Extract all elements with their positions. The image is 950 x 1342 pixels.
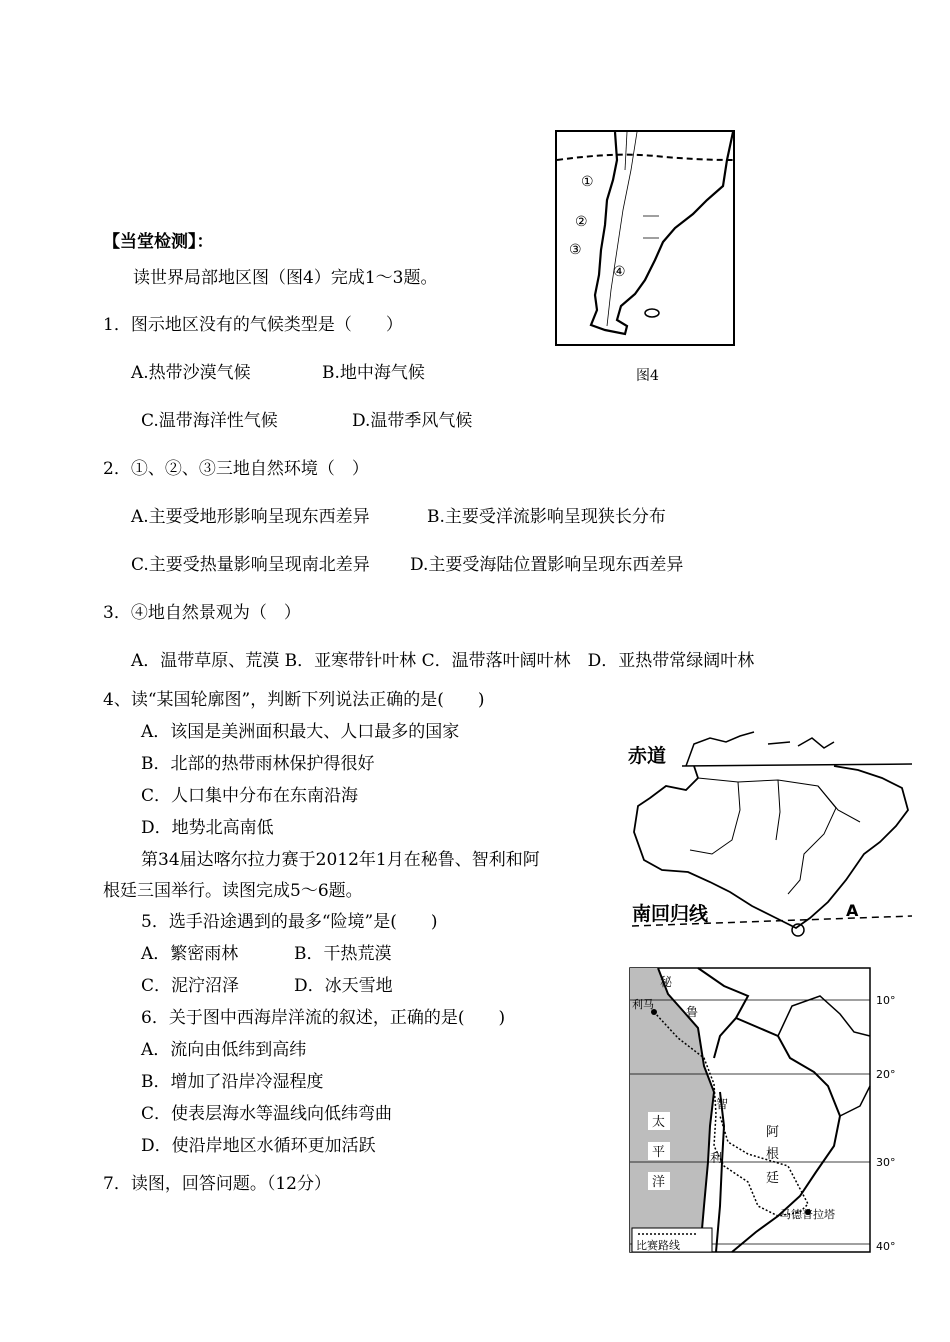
- chile-char-2: 利: [710, 1151, 723, 1165]
- figure-4-caption: 图4: [636, 368, 659, 384]
- q5-option-b: B．干热荒漠: [294, 944, 392, 964]
- q2-option-b: B.主要受洋流影响呈现狭长分布: [427, 507, 666, 527]
- q1-stem: 1．图示地区没有的气候类型是（ ）: [103, 315, 403, 335]
- point-a-label: A: [846, 901, 859, 920]
- lat-label-30: 30°: [876, 1156, 896, 1169]
- equator-label: 赤道: [628, 745, 667, 767]
- q5-option-c: C．泥泞沼泽: [141, 976, 240, 996]
- q6-option-a: A．流向由低纬到高纬: [141, 1040, 307, 1060]
- legend-label: 比赛路线: [636, 1239, 680, 1252]
- passage-line-1: 第34届达喀尔拉力赛于2012年1月在秘鲁、智利和阿: [141, 850, 540, 870]
- intro-text: 读世界局部地区图（图4）完成1～3题。: [133, 268, 438, 288]
- chile-char-1: 智: [716, 1097, 729, 1111]
- lat-label-40: 40°: [876, 1240, 896, 1253]
- fig4-marker-4: ④: [613, 264, 626, 280]
- lima-label: 利马: [632, 998, 654, 1011]
- q4-option-b: B．北部的热带雨林保护得很好: [141, 754, 375, 774]
- peru-char-2: 鲁: [686, 1005, 699, 1019]
- tropic-label: 南回归线: [632, 903, 709, 925]
- q4-option-a: A．该国是美洲面积最大、人口最多的国家: [141, 722, 460, 742]
- section-title: 【当堂检测】：: [103, 232, 214, 252]
- rally-route-map: [628, 966, 898, 1258]
- lat-label-10: 10°: [876, 994, 896, 1007]
- q1-option-c: C.温带海洋性气候: [141, 411, 278, 431]
- argentina-char-3: 廷: [766, 1171, 780, 1186]
- q2-stem: 2．①、②、③三地自然环境（ ）: [103, 459, 369, 479]
- q6-option-c: C．使表层海水等温线向低纬弯曲: [141, 1104, 393, 1124]
- fig4-marker-2: ②: [575, 214, 588, 230]
- passage-line-2: 根廷三国举行。读图完成5～6题。: [103, 881, 363, 901]
- ocean-char-3: 洋: [652, 1175, 666, 1190]
- q2-option-a: A.主要受地形影响呈现东西差异: [131, 507, 370, 527]
- q1-option-a: A.热带沙漠气候: [131, 363, 251, 383]
- q4-option-d: D．地势北高南低: [141, 818, 274, 838]
- fig4-marker-3: ③: [569, 242, 582, 258]
- q1-option-b: B.地中海气候: [322, 363, 425, 383]
- q3-stem: 3．④地自然景观为（ ）: [103, 603, 301, 623]
- q4-option-c: C．人口集中分布在东南沿海: [141, 786, 359, 806]
- q2-option-c: C.主要受热量影响呈现南北差异: [131, 555, 370, 575]
- q3-options: A．温带草原、荒漠 B．亚寒带针叶林 C．温带落叶阔叶林 D．亚热带常绿阔叶林: [131, 651, 755, 671]
- q5-option-d: D．冰天雪地: [294, 976, 393, 996]
- ocean-char-2: 平: [652, 1145, 666, 1160]
- ocean-char-1: 太: [652, 1115, 666, 1130]
- q7-stem: 7．读图，回答问题。（12分）: [103, 1174, 331, 1194]
- q1-option-d: D.温带季风气候: [352, 411, 473, 431]
- brazil-outline-map: [628, 730, 914, 945]
- lat-label-20: 20°: [876, 1068, 896, 1081]
- q2-option-d: D.主要受海陆位置影响呈现东西差异: [410, 555, 684, 575]
- peru-char-1: 秘: [660, 975, 673, 989]
- q5-option-a: A．繁密雨林: [141, 944, 239, 964]
- q6-option-b: B．增加了沿岸冷湿程度: [141, 1072, 324, 1092]
- city-label: 马德普拉塔: [780, 1208, 835, 1221]
- q6-option-d: D．使沿岸地区水循环更加活跃: [141, 1136, 376, 1156]
- q6-stem: 6．关于图中西海岸洋流的叙述，正确的是( ): [141, 1008, 506, 1028]
- argentina-char-1: 阿: [766, 1125, 780, 1140]
- fig4-marker-1: ①: [581, 174, 594, 190]
- q4-stem: 4、读“某国轮廓图”，判断下列说法正确的是( ): [103, 690, 485, 710]
- figure-4-map: [555, 130, 735, 346]
- argentina-char-2: 根: [766, 1147, 780, 1162]
- q5-stem: 5．选手沿途遇到的最多“险境”是( ): [141, 912, 438, 932]
